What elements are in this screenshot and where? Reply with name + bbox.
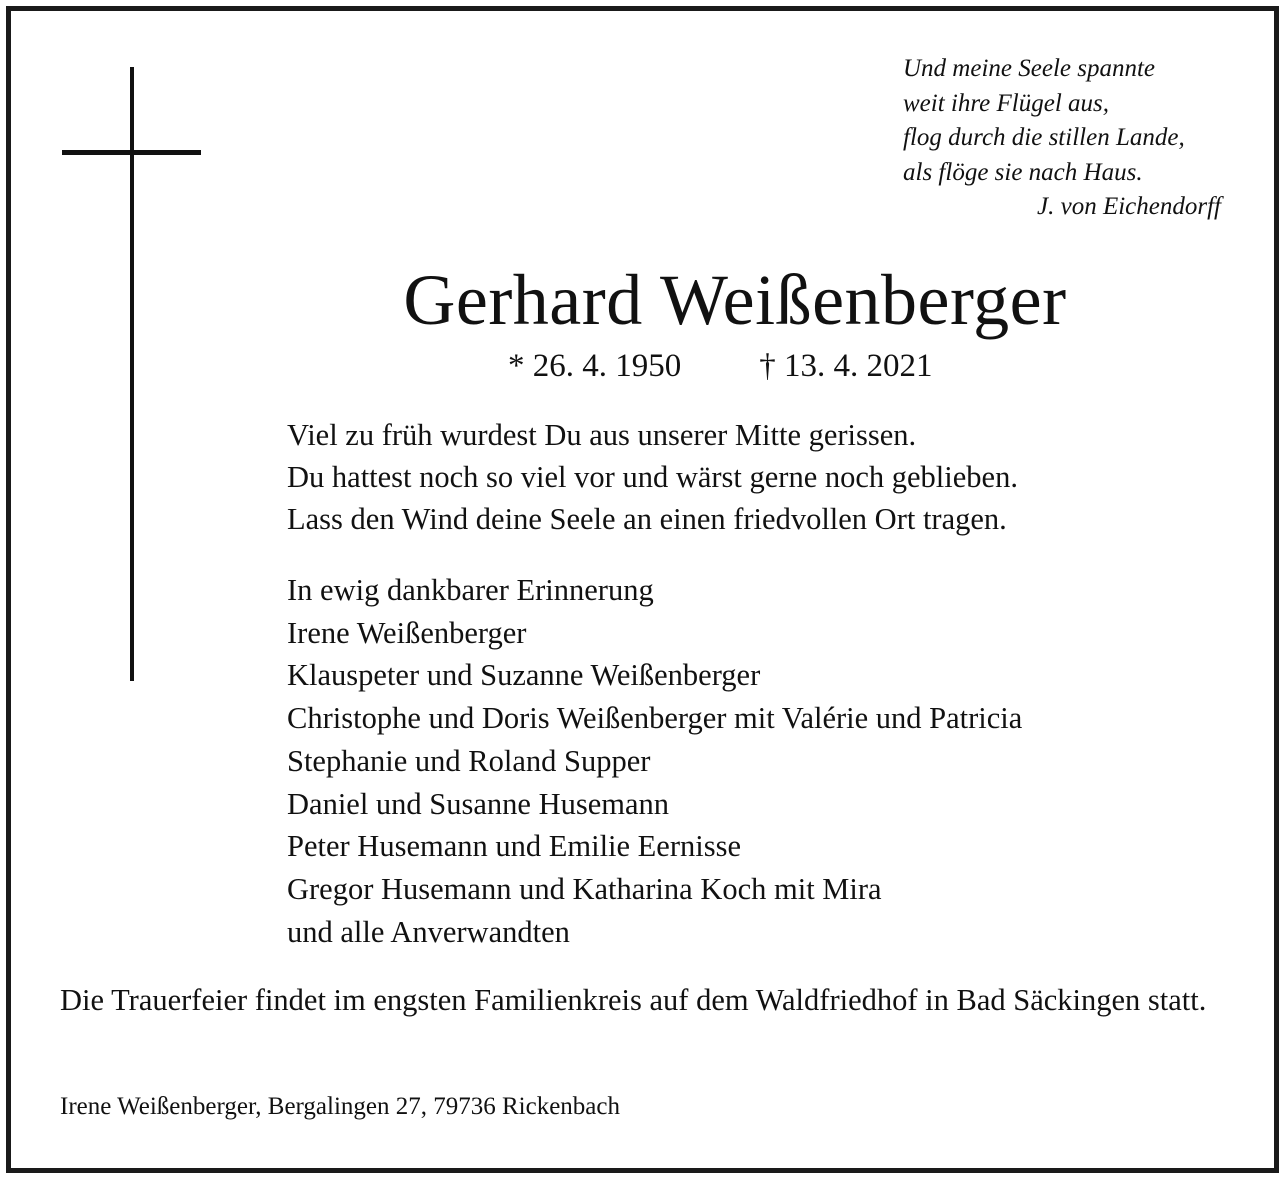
life-dates — [508, 344, 933, 388]
poem-line: weit ihre Flügel aus, — [903, 89, 1109, 117]
mourner-line: Gregor Husemann und Katharina Koch mit Mira — [287, 871, 882, 906]
poem-author: J. von Eichendorff — [1037, 193, 1221, 220]
cross-vertical-bar — [130, 67, 134, 681]
funeral-note: Die Trauerfeier findet im engsten Familienkreis auf dem Waldfriedhof in Bad Säckingen statt. — [60, 983, 1207, 1017]
contact-address: Irene Weißenberger, Bergalingen 27, 79736 Rickenbach — [60, 1093, 620, 1120]
death-date: † 13. 4. 2021 — [759, 348, 933, 384]
poem-line: flog durch die stillen Lande, — [903, 124, 1185, 151]
poem-line: Und meine Seele spannte — [903, 55, 1156, 82]
mourner-line: Stephanie und Roland Supper — [287, 743, 651, 778]
deceased-name: Gerhard Weißenberger — [403, 260, 1067, 340]
poem-line: als flöge sie nach Haus. — [903, 158, 1143, 186]
birth-date: * 26. 4. 1950 — [508, 348, 682, 384]
verse-line: Du hattest noch so viel vor und wärst gerne noch geblieben. — [287, 460, 1018, 494]
mourner-line: Christophe und Doris Weißenberger mit Valérie und Patricia — [287, 701, 1023, 736]
verse-line: Lass den Wind deine Seele an einen friedvollen Ort tragen. — [287, 502, 1007, 536]
mourner-line: Irene Weißenberger — [287, 615, 527, 650]
poem-quote — [903, 52, 1233, 225]
verse-line: Viel zu früh wurdest Du aus unserer Mitte gerissen. — [287, 418, 917, 452]
cross-horizontal-bar — [62, 150, 201, 155]
mourners-list — [287, 569, 1022, 953]
mourner-line: Daniel und Susanne Husemann — [287, 786, 670, 821]
mourner-line: Peter Husemann und Emilie Eernisse — [287, 829, 742, 864]
mourner-line: Klauspeter und Suzanne Weißenberger — [287, 658, 761, 693]
mourner-line: In ewig dankbarer Erinnerung — [287, 573, 654, 607]
memorial-verse — [287, 414, 1018, 540]
mourner-line: und alle Anverwandten — [287, 914, 570, 949]
